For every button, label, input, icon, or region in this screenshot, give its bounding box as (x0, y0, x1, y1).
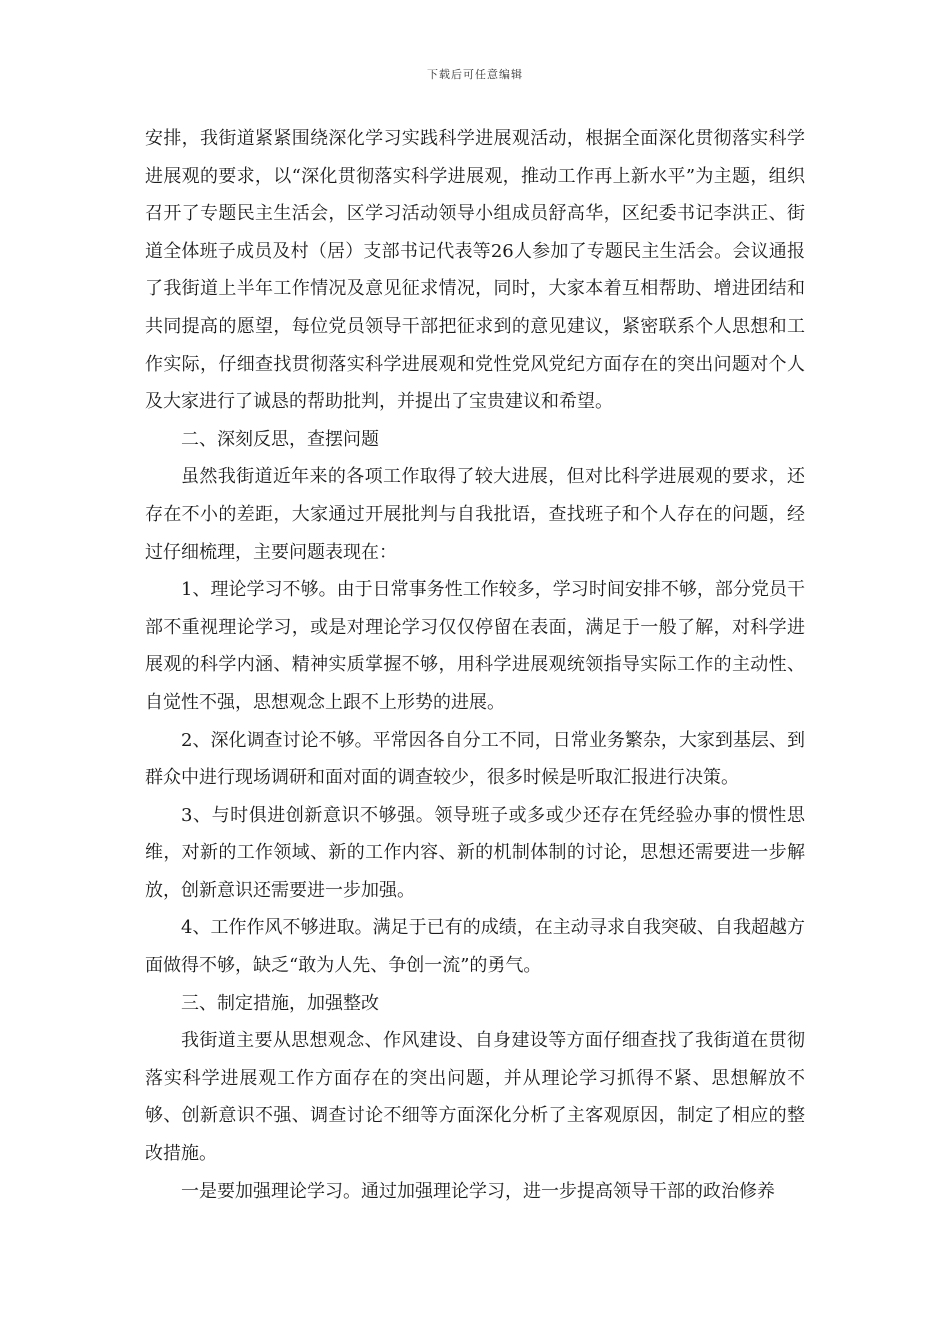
document-body (145, 120, 805, 1210)
section-heading-2: 二、深刻反思，查摆问题 (181, 428, 379, 450)
paragraph-problem-4: 4、工作作风不够进取。满足于已有的成绩，在主动寻求自我突破、自我超越方面做得不够，缺乏“敢为人先、争创一流”的勇气。 (145, 917, 805, 977)
paragraph-measure-1: 一是要加强理论学习。通过加强理论学习，进一步提高领导干部的政治修养 (181, 1180, 775, 1202)
paragraph-problems-intro: 虽然我街道近年来的各项工作取得了较大进展，但对比科学进展观的要求，还存在不小的差距，大家通过开展批判与自我批语，查找班子和个人存在的问题，经过仔细梳理，主要问题表现在： (145, 466, 805, 563)
paragraph-continuation: 安排，我街道紧紧围绕深化学习实践科学进展观活动，根据全面深化贯彻落实科学进展观的要求，以“深化贯彻落实科学进展观，推动工作再上新水平”为主题，组织召开了专题民主生活会，区学习活动领导小组成员舒高华，区纪委书记李洪正、街道全体班子成员及村（居）支部书记代表等26人参加了专题民主生活会。会议通报了我街道上半年工作情况及意见征求情况，同时，大家本着互相帮助、增进团结和共同提高的愿望，每位党员领导干部把征求到的意见建议，紧密联系个人思想和工作实际，仔细查找贯彻落实科学进展观和党性党风党纪方面存在的突出问题对个人及大家进行了诚恳的帮助批判，并提出了宝贵建议和希望。 (145, 128, 805, 413)
paragraph-problem-3: 3、与时俱进创新意识不够强。领导班子或多或少还存在凭经验办事的惯性思维，对新的工作领域、新的工作内容、新的机制体制的讨论，思想还需要进一步解放，创新意识还需要进一步加强。 (145, 804, 805, 901)
paragraph-measures-intro: 我街道主要从思想观念、作风建设、自身建设等方面仔细查找了我街道在贯彻落实科学进展观工作方面存在的突出问题，并从理论学习抓得不紧、思想解放不够、创新意识不强、调查讨论不细等方面深化分析了主客观原因，制定了相应的整改措施。 (145, 1030, 805, 1165)
paragraph-problem-2: 2、深化调查讨论不够。平常因各自分工不同，日常业务繁杂，大家到基层、到群众中进行现场调研和面对面的调查较少，很多时候是听取汇报进行决策。 (145, 729, 805, 789)
page-header: 下载后可任意编辑 (427, 68, 523, 81)
paragraph-problem-1: 1、理论学习不够。由于日常事务性工作较多，学习时间安排不够，部分党员干部不重视理论学习，或是对理论学习仅仅停留在表面，满足于一般了解，对科学进展观的科学内涵、精神实质掌握不够，用科学进展观统领指导实际工作的主动性、自觉性不强，思想观念上跟不上形势的进展。 (145, 579, 805, 713)
section-heading-3: 三、制定措施，加强整改 (181, 992, 379, 1014)
